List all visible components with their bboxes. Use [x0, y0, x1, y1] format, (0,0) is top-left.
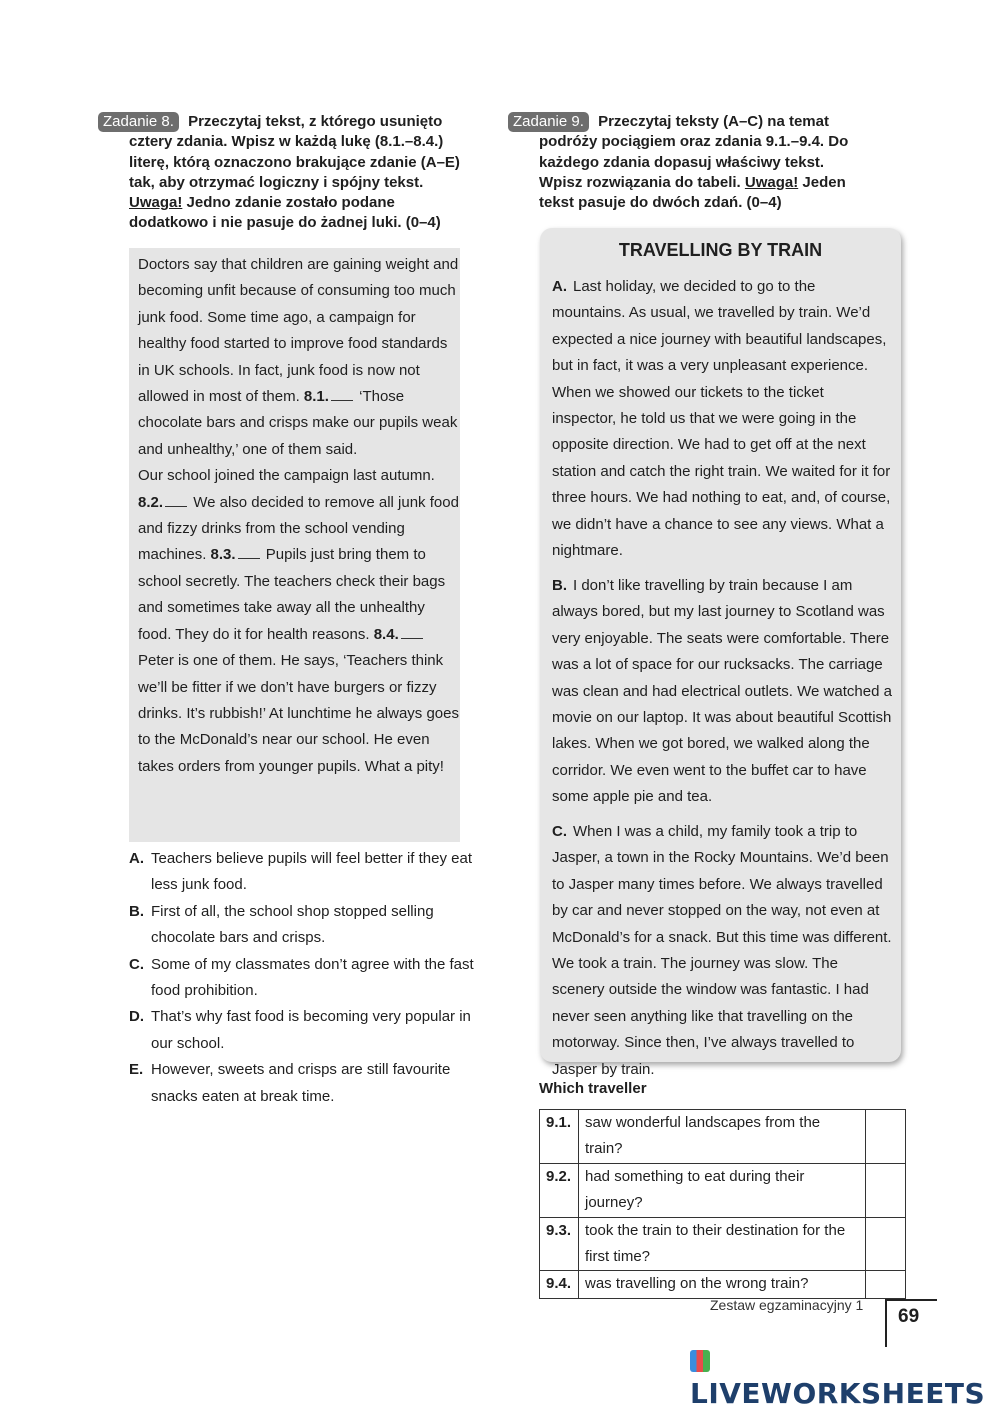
- text-a: A. Last holiday, we decided to go to the mountains. As usual, we travelled by train. We’d expected a nice journey with beautiful landscapes, but in fact, it was a very unpleasant experience. When we showed our tickets to the ticket inspector, he told us that we were going in the opposite direction. We had to get off at the next station and catch the right train. We waited for it for three hours. We had nothing to eat, and, of course, we didn’t have a chance to see any views. What a nightmare.: [552, 278, 891, 560]
- option-item: A. Teachers believe pupils will feel better if they eat less junk food.: [129, 850, 473, 894]
- option-item: E. However, sweets and crisps are still favourite snacks eaten at break time.: [129, 1061, 451, 1105]
- task8-options: [129, 846, 474, 1110]
- text-b: B. I don’t like travelling by train because I am always bored, but my last journey to Scotland was very enjoyable. The seats were comfortable. There was a lot of space for our rucksacks. The carriage was clean and had electrical outlets. We watched a movie on our laptop. It was about beautiful Scottish lakes. When we got bored, we walked along the corridor. We even went to the buffet car to have some apple pie and tea.: [552, 577, 892, 806]
- gap-8-4[interactable]: [401, 626, 423, 639]
- task8-points: (0–4): [405, 214, 441, 232]
- task8-badge: Zadanie 8.: [98, 112, 179, 132]
- task8-instructions: Zadanie 8. Przeczytaj tekst, z którego usunięto cztery zdania. Wpisz w każdą lukę (8.1.–8.4.) literę, którą oznaczono brakujące zdanie (A–E) tak, aby otrzymać logiczny i spójny tekst. Uwaga! Jedno zdanie zostało podane dodatkowo i nie pasuje do żadnej luki. (0–4): [129, 112, 469, 234]
- task8-text-box: [129, 248, 460, 842]
- option-item: D. That’s why fast food is becoming very popular in our school.: [129, 1008, 471, 1052]
- travel-texts-card: [540, 228, 901, 1078]
- task9-instructions: Zadanie 9. Przeczytaj teksty (A–C) na temat podróży pociągiem oraz zdania 9.1.–9.4. Do każdego zdania dopasuj właściwy tekst. Wpisz rozwiązania do tabeli. Uwaga! Jeden tekst pasuje do dwóch zdań. (0–4): [539, 112, 869, 213]
- set-label: Zestaw egzaminacyjny 1: [710, 1297, 864, 1313]
- which-traveller-label: Which traveller: [539, 1080, 647, 1097]
- liveworksheets-logo[interactable]: LIVEWORKSHEETS: [690, 1344, 999, 1410]
- answer-cell-9-1[interactable]: [866, 1110, 906, 1164]
- task8-note: Uwaga!: [129, 194, 183, 212]
- liveworksheets-icon: [690, 1350, 710, 1372]
- table-row: 9.1. saw wonderful landscapes from the train?: [540, 1110, 906, 1164]
- task8-text: Doctors say that children are gaining weight and becoming unfit because of consuming too much junk food. Some time ago, a campaign for healthy food started to improve food standards in UK schools. In fact, junk food is now not allowed in most of them. 8.1. ‘Those chocolate bars and crisps make our pupils weak and unhealthy,’ one of them said. Our school joined the campaign last autumn. 8.2. We also decided to remove all junk food and fizzy drinks from the school vending machines. 8.3. Pupils just bring them to school secretly. The teachers check their bags and sometimes take away all the unhealthy food. They do it for health reasons. 8.4. Peter is one of them. He says, ‘Teachers think we’ll be fitter if we don’t have burgers or fizzy drinks. It’s rubbish!’ At lunchtime he always goes to the McDonald’s near our school. He even takes orders from younger pupils. What a pity!: [138, 256, 459, 775]
- answer-cell-9-2[interactable]: [866, 1163, 906, 1217]
- answer-cell-9-4[interactable]: [866, 1271, 906, 1298]
- option-item: B. First of all, the school shop stopped selling chocolate bars and crisps.: [129, 902, 434, 947]
- table-row: 9.2. had something to eat during their journey?: [540, 1163, 906, 1217]
- option-item: C. Some of my classmates don’t agree with the fast food prohibition.: [129, 955, 474, 1000]
- gap-8-1[interactable]: [331, 388, 353, 401]
- table-row: 9.4. was travelling on the wrong train?: [540, 1271, 906, 1298]
- gap-8-3[interactable]: [238, 546, 260, 559]
- task9-note: Uwaga!: [744, 173, 799, 191]
- table-row: 9.3. took the train to their destination for the first time?: [540, 1217, 906, 1271]
- task9-points: (0–4): [746, 194, 782, 212]
- gap-8-2[interactable]: [165, 494, 187, 507]
- answer-table: [539, 1109, 906, 1299]
- card-title: TRAVELLING BY TRAIN: [618, 240, 823, 260]
- task9-badge: Zadanie 9.: [508, 112, 589, 132]
- answer-cell-9-3[interactable]: [866, 1217, 906, 1271]
- page-number: 69: [898, 1306, 920, 1327]
- text-c: C. When I was a child, my family took a trip to Jasper, a town in the Rocky Mountains. We’d been to Jasper many times before. We always travelled by car and never stopped on the way, not even at McDonald’s for a snack. But this time was different. We took a train. The journey was slow. The scenery outside the window was fantastic. I had never seen anything like that travelling on the motorway. Since then, I’ve always travelled to Jasper by train.: [552, 823, 892, 1078]
